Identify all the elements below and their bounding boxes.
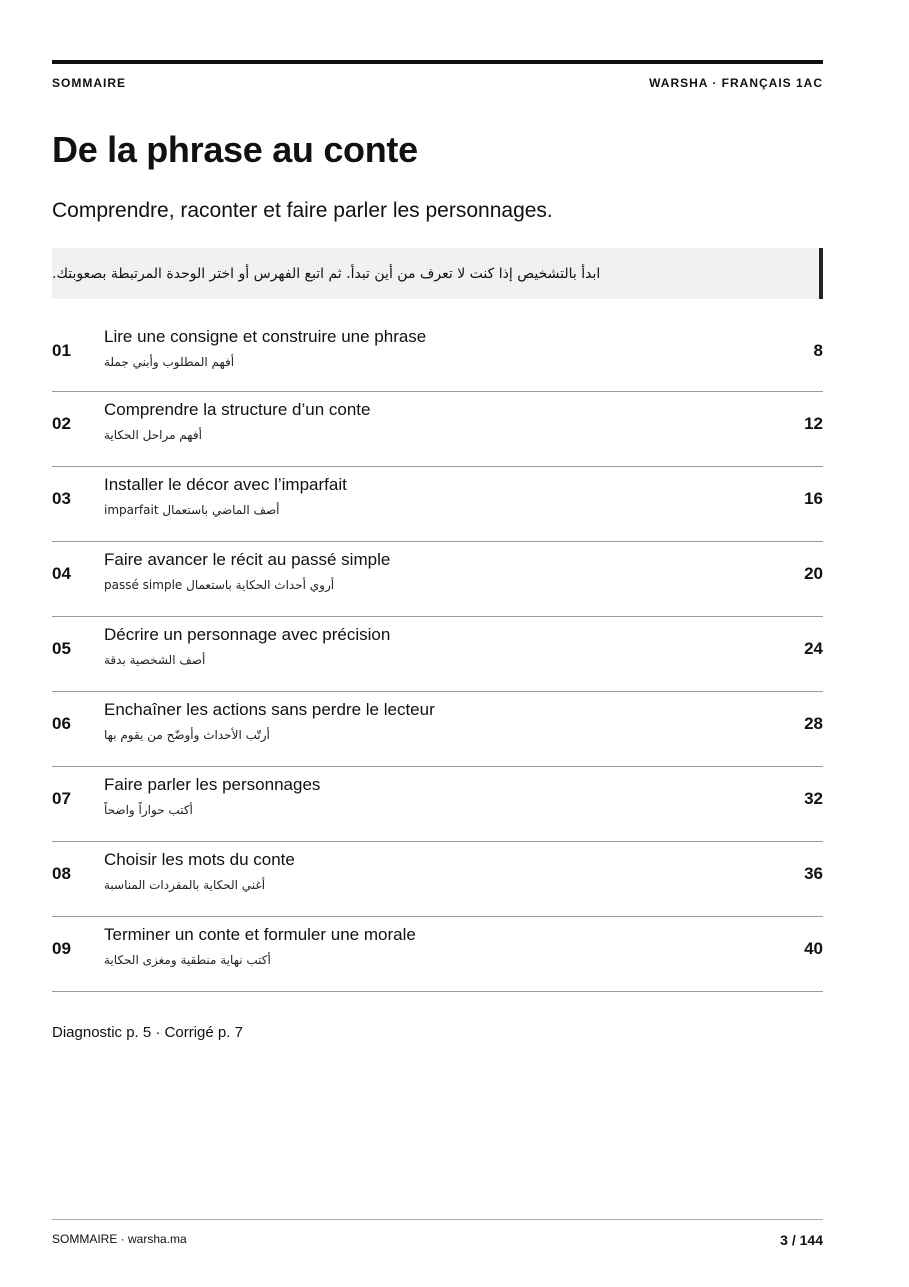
toc-row[interactable] [52,842,823,917]
toc-page: 8 [813,341,823,361]
toc-page: 40 [804,939,823,959]
toc-row[interactable] [52,767,823,842]
toc-title: Choisir les mots du conte [104,850,295,870]
toc-row[interactable] [52,327,823,392]
notice-box [52,248,823,299]
toc-title: Installer le décor avec l’imparfait [104,475,347,495]
toc-number: 01 [52,341,71,361]
toc-arabic: أرتّب الأحداث وأوضّح من يقوم بها [104,728,270,743]
toc-arabic: أفهم المطلوب وأبني جملة [104,355,235,370]
page-number: 3 / 144 [780,1232,823,1248]
book-label: WARSHA · FRANÇAIS 1AC [649,76,823,90]
toc-title: Terminer un conte et formuler une morale [104,925,416,945]
toc-number: 08 [52,864,71,884]
toc-number: 07 [52,789,71,809]
page-references: Diagnostic p. 5 · Corrigé p. 7 [52,1024,243,1042]
toc-arabic: أفهم مراحل الحكاية [104,428,202,443]
toc-number: 03 [52,489,71,509]
toc-number: 02 [52,414,71,434]
toc-arabic: أكتب نهاية منطقية ومغزى الحكاية [104,953,271,968]
toc-number: 04 [52,564,71,584]
toc-arabic: أصف الماضي باستعمال imparfait [104,503,280,518]
toc-row[interactable] [52,392,823,467]
table-of-contents [52,327,823,992]
toc-row[interactable] [52,692,823,767]
notice-text: ابدأ بالتشخيص إذا كنت لا تعرف من أين تبدأ. ثم اتبع الفهرس أو اختر الوحدة المرتبطة بصعوبتك. [52,265,601,282]
toc-arabic: أصف الشخصية بدقة [104,653,206,668]
top-rule [52,60,823,64]
toc-number: 05 [52,639,71,659]
toc-title: Comprendre la structure d’un conte [104,400,371,420]
toc-title: Faire avancer le récit au passé simple [104,550,391,570]
toc-row[interactable] [52,917,823,992]
toc-page: 32 [804,789,823,809]
toc-arabic: أغني الحكاية بالمفردات المناسبة [104,878,266,893]
toc-number: 06 [52,714,71,734]
toc-title: Enchaîner les actions sans perdre le lecteur [104,700,435,720]
toc-page: 20 [804,564,823,584]
toc-page: 24 [804,639,823,659]
footer-label: SOMMAIRE · warsha.ma [52,1232,187,1246]
toc-title: Lire une consigne et construire une phrase [104,327,427,347]
page-footer [52,1219,823,1248]
running-head [52,76,823,90]
toc-title: Faire parler les personnages [104,775,321,795]
toc-row[interactable] [52,542,823,617]
toc-page: 28 [804,714,823,734]
toc-page: 12 [804,414,823,434]
page [52,60,823,1041]
section-label: SOMMAIRE [52,76,126,90]
toc-title: Décrire un personnage avec précision [104,625,391,645]
page-title: De la phrase au conte [52,129,418,170]
toc-arabic: أكتب حواراً واضحاً [104,803,193,818]
toc-arabic: أروي أحداث الحكاية باستعمال passé simple [104,578,335,593]
toc-row[interactable] [52,617,823,692]
toc-number: 09 [52,939,71,959]
toc-row[interactable] [52,467,823,542]
toc-page: 16 [804,489,823,509]
page-subtitle: Comprendre, raconter et faire parler les personnages. [52,199,553,222]
toc-page: 36 [804,864,823,884]
